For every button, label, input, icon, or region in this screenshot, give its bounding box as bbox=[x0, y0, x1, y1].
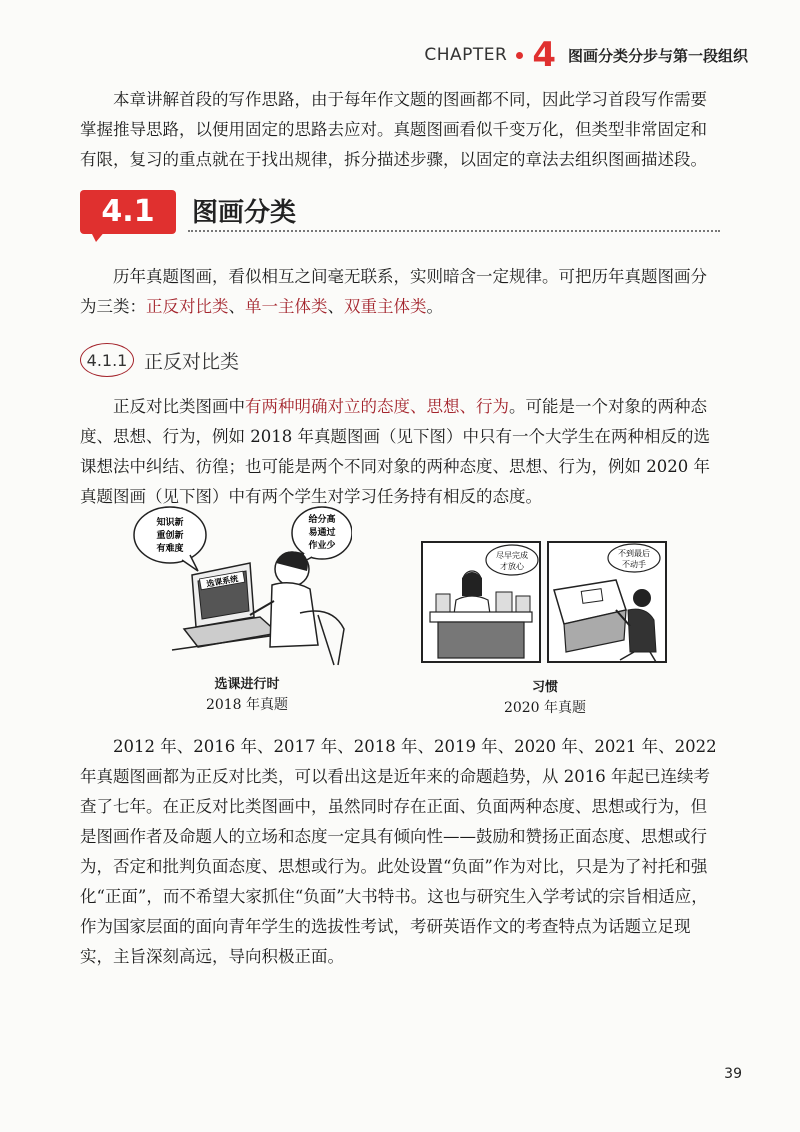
subsection-title: 正反对比类 bbox=[144, 350, 240, 373]
category-double: 双重主体类 bbox=[344, 297, 427, 316]
sub-text-before: 正反对比类图画中 bbox=[113, 397, 245, 416]
separator: 、 bbox=[327, 297, 344, 316]
badge-tail-icon bbox=[90, 230, 106, 242]
section-rule bbox=[188, 230, 720, 232]
bubble-right-line2: 易通过 bbox=[308, 528, 336, 538]
figure2-caption bbox=[470, 678, 620, 718]
body-paragraph: 2012 年、2016 年、2017 年、2018 年、2019 年、2020 年、2021 年、2022 年真题图画都为正反对比类，可以看出这是近年来的命题趋势，从 2016 年起已连续考查了七年。在正反对比类图画中，虽然同时存在正面、负面两种态度、思想或行为，但是图画作者及命题人的立场和态度一定具有倾向性——鼓励和赞扬正面态度、思想或行为，否定和批判负面态度、思想或行为。此处设置“负面”作为对比，只是为了衬托和强化“正面”，而不希望大家抓住“负面”大书特书。这也与研究生入学考试的宗旨相适应，作为国家层面的面向青年学生的选拔性考试，考研英语作文的考查特点为话题立足现实，主旨深刻高远，导向积极正面。 bbox=[80, 737, 717, 966]
separator: 、 bbox=[228, 297, 245, 316]
section-text: 历年真题图画，看似相互之间毫无联系，实则暗含一定规律。可把历年真题图画分为三类： bbox=[80, 267, 707, 316]
sub-highlight: 有两种明确对立的态度、思想、行为 bbox=[245, 397, 509, 416]
section-paragraph bbox=[80, 262, 720, 322]
subsection-paragraph bbox=[80, 392, 720, 512]
category-contrast: 正反对比类 bbox=[146, 297, 229, 316]
chapter-header bbox=[424, 35, 748, 75]
bubble2-right-line1: 不到最后 bbox=[618, 549, 650, 558]
figure2-label: 习惯 bbox=[531, 680, 558, 695]
bubble-right-line3: 作业少 bbox=[308, 541, 336, 551]
bubble-right-line1: 给分高 bbox=[308, 515, 336, 525]
chapter-title: 图画分类分步与第一段组织 bbox=[567, 46, 748, 65]
figure1-caption bbox=[172, 675, 322, 715]
bubble-left-line1: 知识新 bbox=[156, 518, 184, 528]
bubble-left-line2: 重创新 bbox=[156, 531, 184, 541]
cartoon-2020-illustration bbox=[420, 540, 668, 665]
header-dot-icon bbox=[516, 52, 523, 59]
intro-paragraph: 本章讲解首段的写作思路，由于每年作文题的图画都不同，因此学习首段写作需要掌握推导思路，以便用固定的思路去应对。真题图画看似千变万化，但类型非常固定和有限，复习的重点就在于找出规律，拆分描述步骤，以固定的章法去组织图画描述段。 bbox=[80, 90, 707, 169]
figure1-year: 2018 年真题 bbox=[205, 697, 289, 713]
page-number: 39 bbox=[724, 1066, 742, 1082]
bubble2-left-line2: 才放心 bbox=[500, 562, 524, 571]
bubble2-left-line1: 尽早完成 bbox=[496, 551, 528, 560]
figure2-year: 2020 年真题 bbox=[503, 700, 587, 716]
bubble2-right-line2: 不动手 bbox=[622, 560, 646, 569]
section-heading bbox=[80, 190, 720, 246]
sub-text-after: 。可能是一个对象的两种态度、思想、行为，例如 2018 年真题图画（见下图）中只有一个大学生在两种相反的选课想法中纠结、彷徨；也可能是两个不同对象的两种态度、思想、行为，例如 2020 年真题图画（见下图）中有两个学生对学习任务持有相反的态度。 bbox=[80, 397, 710, 506]
chapter-label: CHAPTER bbox=[424, 45, 508, 65]
cartoon-2018-illustration bbox=[132, 505, 352, 670]
section-number-badge: 4.1 bbox=[80, 190, 176, 234]
subsection-heading bbox=[80, 342, 239, 378]
subsection-number: 4.1.1 bbox=[80, 343, 134, 377]
bubble-left-line3: 有难度 bbox=[156, 544, 184, 554]
section-title: 图画分类 bbox=[192, 198, 297, 228]
category-single: 单一主体类 bbox=[245, 297, 328, 316]
period: 。 bbox=[426, 297, 443, 316]
figure1-label: 选课进行时 bbox=[214, 677, 280, 692]
chapter-number: 4 bbox=[532, 35, 556, 75]
screen-text: 选课系统 bbox=[205, 574, 239, 589]
